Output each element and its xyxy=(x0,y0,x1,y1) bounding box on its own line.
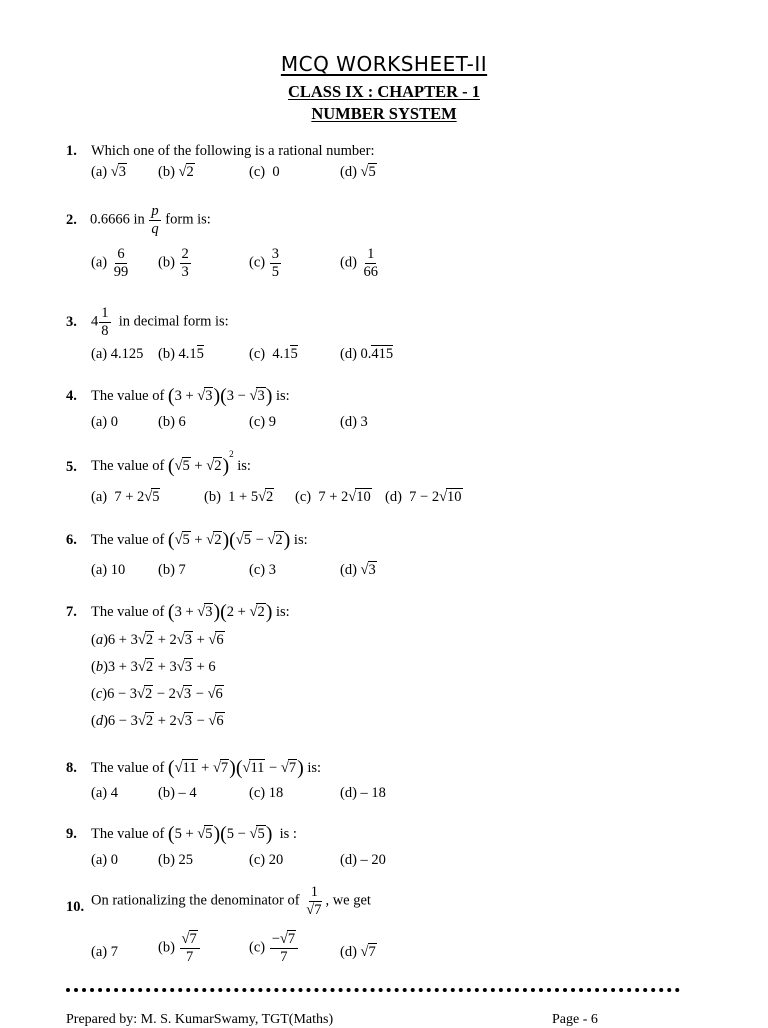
option-b: (b) 4.15 xyxy=(158,346,204,362)
option-a: (a) 7 xyxy=(91,944,118,960)
question-number: 5. xyxy=(66,459,77,475)
option-c: (c) $\frac{-√7}{7}$ xyxy=(249,931,299,965)
question-text: Which one of the following is a rational number: xyxy=(91,143,375,159)
option-a: (a) 4.125 xyxy=(91,346,144,362)
option-c: (c) 0 xyxy=(249,164,280,180)
question-text: The value of $(√5 + √2)^2$ is: xyxy=(91,449,251,477)
option-b: (b) √2 xyxy=(158,164,194,180)
question-number: 6. xyxy=(66,532,77,548)
question-text: 0.6666 in $\frac{p}{q}$ form is: xyxy=(90,203,211,237)
question-text: 4 $\frac{1}{8}$ in decimal form is: xyxy=(91,305,229,339)
footer-page-number: Page - 6 xyxy=(552,1012,598,1027)
option-c: (c) 18 xyxy=(249,785,284,801)
subject-heading: NUMBER SYSTEM xyxy=(311,104,457,123)
question-text: The value of (√5 + √2)(√5 − √2) is: xyxy=(91,529,308,551)
question-number: 3. xyxy=(66,314,77,330)
question-text: The value of (3 + √3)(3 − √3) is: xyxy=(91,385,290,407)
question-number: 4. xyxy=(66,388,77,404)
option-d: (d) – 20 xyxy=(340,852,386,868)
option-d: (d) 7 − 2√10 xyxy=(385,489,462,505)
option-b: (b)3 + 3√2 + 3√3 + 6 xyxy=(91,659,216,675)
option-d: (d) 0.415 xyxy=(340,346,394,362)
question-number: 1. xyxy=(66,143,77,159)
option-a: (a) $\frac{6}{99}$ xyxy=(91,246,129,280)
option-d: (d) 3 xyxy=(340,414,368,430)
class-chapter-heading: CLASS IX : CHAPTER - 1 xyxy=(287,82,481,101)
question-number: 9. xyxy=(66,826,77,842)
option-d: (d) – 18 xyxy=(340,785,386,801)
question-text: The value of (3 + √3)(2 + √2) is: xyxy=(91,601,290,623)
option-d: (d) √7 xyxy=(340,944,376,960)
option-c: (c) 3 xyxy=(249,562,276,578)
question-number: 8. xyxy=(66,760,77,776)
question-text: On rationalizing the denominator of $\frac{1}{√7}$ , we get xyxy=(91,884,371,918)
worksheet-title: MCQ WORKSHEET-II xyxy=(280,52,488,76)
option-a: (a) 0 xyxy=(91,852,118,868)
option-c: (c) 4.15 xyxy=(249,346,298,362)
option-a: (a) 7 + 2√5 xyxy=(91,489,160,505)
option-a: (a) 0 xyxy=(91,414,118,430)
option-c: (c) 20 xyxy=(249,852,284,868)
option-d: (d)6 − 3√2 + 2√3 − √6 xyxy=(91,713,224,729)
question-text: The value of (√11 + √7)(√11 − √7) is: xyxy=(91,757,322,779)
option-c: (c) 9 xyxy=(249,414,276,430)
option-c: (c) 7 + 2√10 xyxy=(295,489,371,505)
option-d: (d) $\frac{1}{66}$ xyxy=(340,246,379,280)
option-b: (b) 1 + 5√2 xyxy=(204,489,274,505)
option-a: (a) 4 xyxy=(91,785,118,801)
option-a: (a)6 + 3√2 + 2√3 + √6 xyxy=(91,632,224,648)
option-d: (d) √3 xyxy=(340,562,376,578)
option-d: (d) √5 xyxy=(340,164,376,180)
footer-author: Prepared by: M. S. KumarSwamy, TGT(Maths) xyxy=(66,1012,334,1027)
option-b: (b) $\frac{2}{3}$ xyxy=(158,246,189,280)
option-a: (a) 10 xyxy=(91,562,126,578)
option-b: (b) 6 xyxy=(158,414,186,430)
option-b: (b) – 4 xyxy=(158,785,197,801)
question-number: 10. xyxy=(66,899,85,915)
option-b: (b) 7 xyxy=(158,562,186,578)
question-number: 7. xyxy=(66,604,77,620)
option-a: (a) √3 xyxy=(91,164,126,180)
option-c: (c) $\frac{3}{5}$ xyxy=(249,246,279,280)
question-number: 2. xyxy=(66,212,77,228)
option-b: (b) $\frac{√7}{7}$ xyxy=(158,931,201,965)
option-c: (c)6 − 3√2 − 2√3 − √6 xyxy=(91,686,223,702)
question-text: The value of (5 + √5)(5 − √5) is : xyxy=(91,823,297,845)
option-b: (b) 25 xyxy=(158,852,194,868)
footer-divider xyxy=(66,988,680,992)
